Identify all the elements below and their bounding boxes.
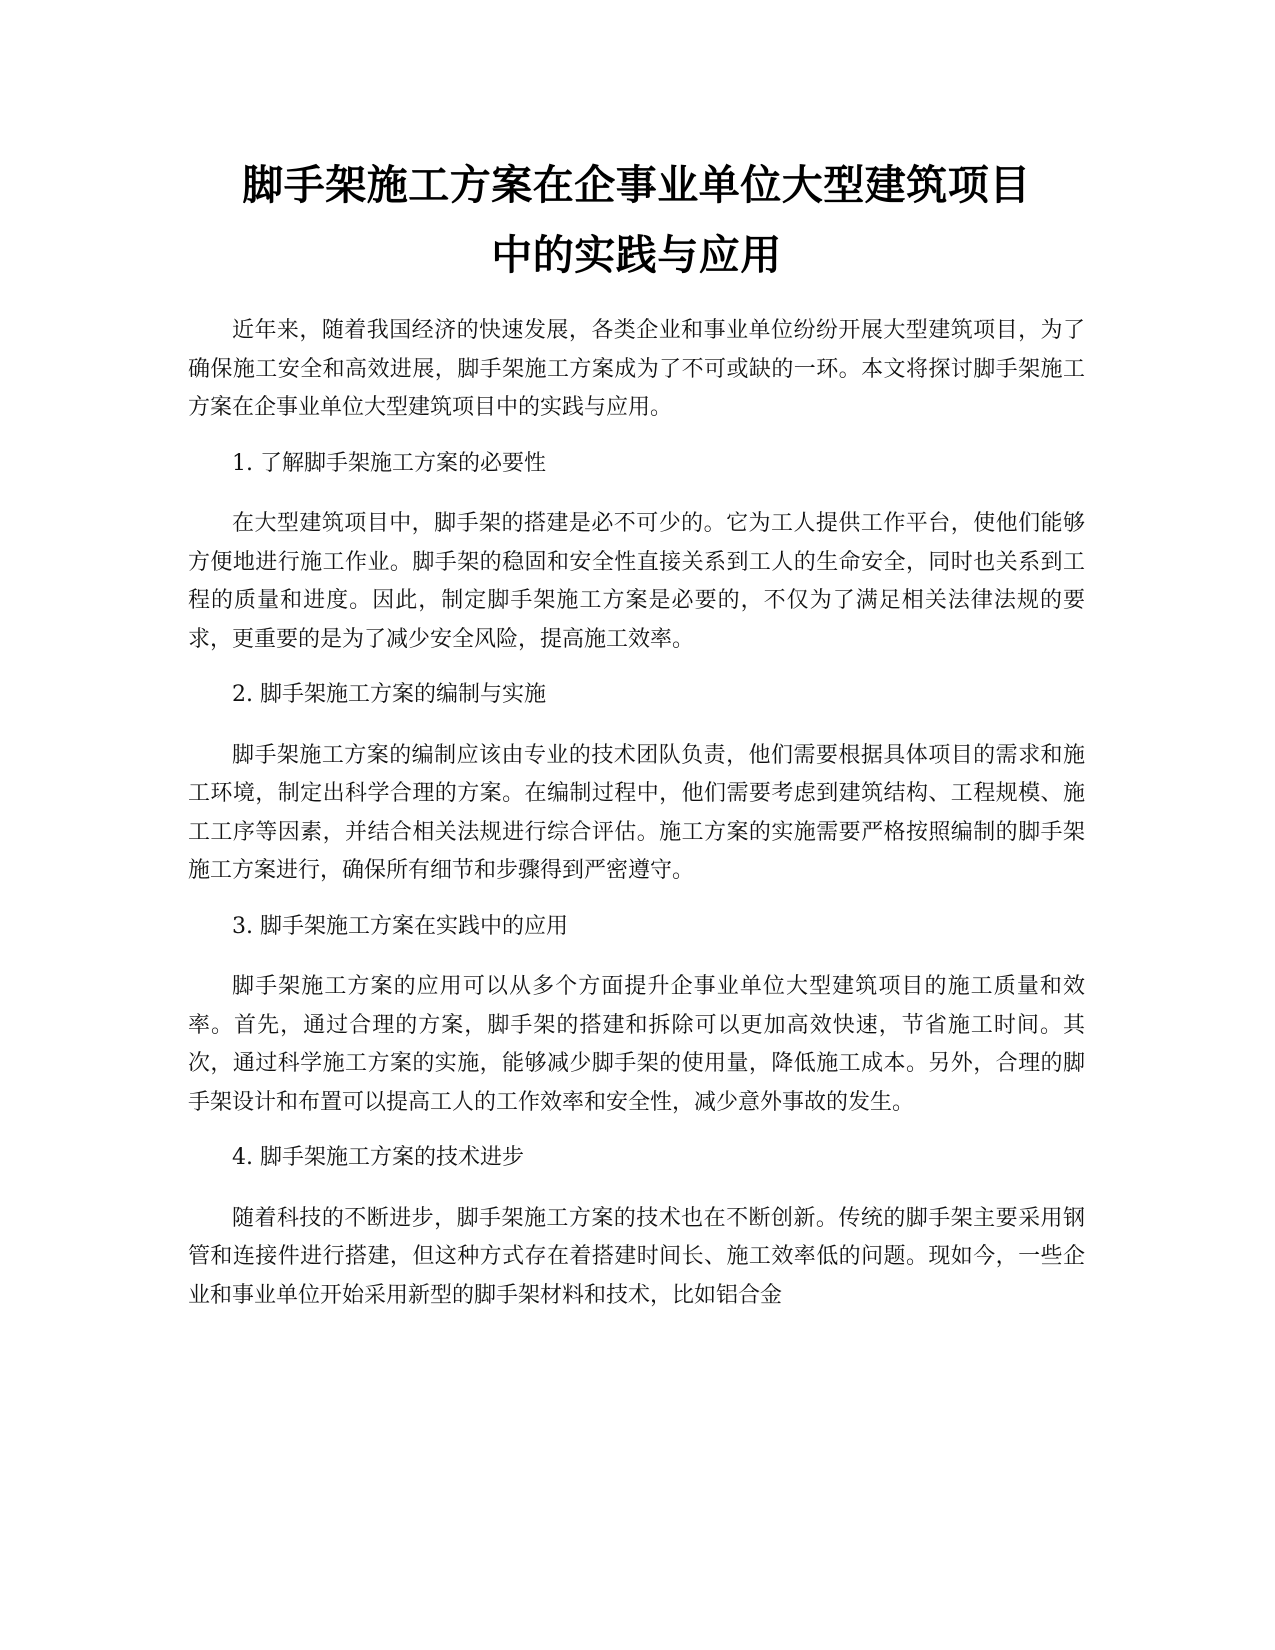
paragraph-section-4: 随着科技的不断进步，脚手架施工方案的技术也在不断创新。传统的脚手架主要采用钢管和连接件进行搭建，但这种方式存在着搭建时间长、施工效率低的问题。现如今，一些企业和事业单位开始采用新型的脚手架材料和技术，比如铝合金 [188,1205,1085,1308]
paragraph-intro: 近年来，随着我国经济的快速发展，各类企业和事业单位纷纷开展大型建筑项目，为了确保施工安全和高效进展，脚手架施工方案成为了不可或缺的一环。本文将探讨脚手架施工方案在企事业单位大型建筑项目中的实践与应用。 [188,318,1085,420]
section-heading-4: 4. 脚手架施工方案的技术进步 [232,1145,524,1170]
section-heading-2: 2. 脚手架施工方案的编制与实施 [232,682,546,707]
paragraph-section-1: 在大型建筑项目中，脚手架的搭建是必不可少的。它为工人提供工作平台，使他们能够方便地进行施工作业。脚手架的稳固和安全性直接关系到工人的生命安全，同时也关系到工程的质量和进度。因此，制定脚手架施工方案是必要的，不仅为了满足相关法律法规的要求，更重要的是为了减少安全风险，提高施工效率。 [188,511,1085,652]
document-body [188,312,1085,1315]
section-heading-3: 3. 脚手架施工方案在实践中的应用 [232,913,568,939]
document-title [188,150,1085,290]
section-heading-1: 1. 了解脚手架施工方案的必要性 [232,450,546,476]
paragraph-section-3: 脚手架施工方案的应用可以从多个方面提升企事业单位大型建筑项目的施工质量和效率。首先，通过合理的方案，脚手架的搭建和拆除可以更加高效快速，节省施工时间。其次，通过科学施工方案的实施，能够减少脚手架的使用量，降低施工成本。另外，合理的脚手架设计和布置可以提高工人的工作效率和安全性，减少意外事故的发生。 [188,974,1085,1115]
title-line-2: 中的实践与应用 [491,231,782,279]
document-content [188,150,1085,1332]
title-line-1: 脚手架施工方案在企事业单位大型建筑项目 [242,161,1031,209]
paragraph-section-2: 脚手架施工方案的编制应该由专业的技术团队负责，他们需要根据具体项目的需求和施工环境，制定出科学合理的方案。在编制过程中，他们需要考虑到建筑结构、工程规模、施工工序等因素，并结合相关法规进行综合评估。施工方案的实施需要严格按照编制的脚手架施工方案进行，确保所有细节和步骤得到严密遵守。 [188,742,1085,883]
